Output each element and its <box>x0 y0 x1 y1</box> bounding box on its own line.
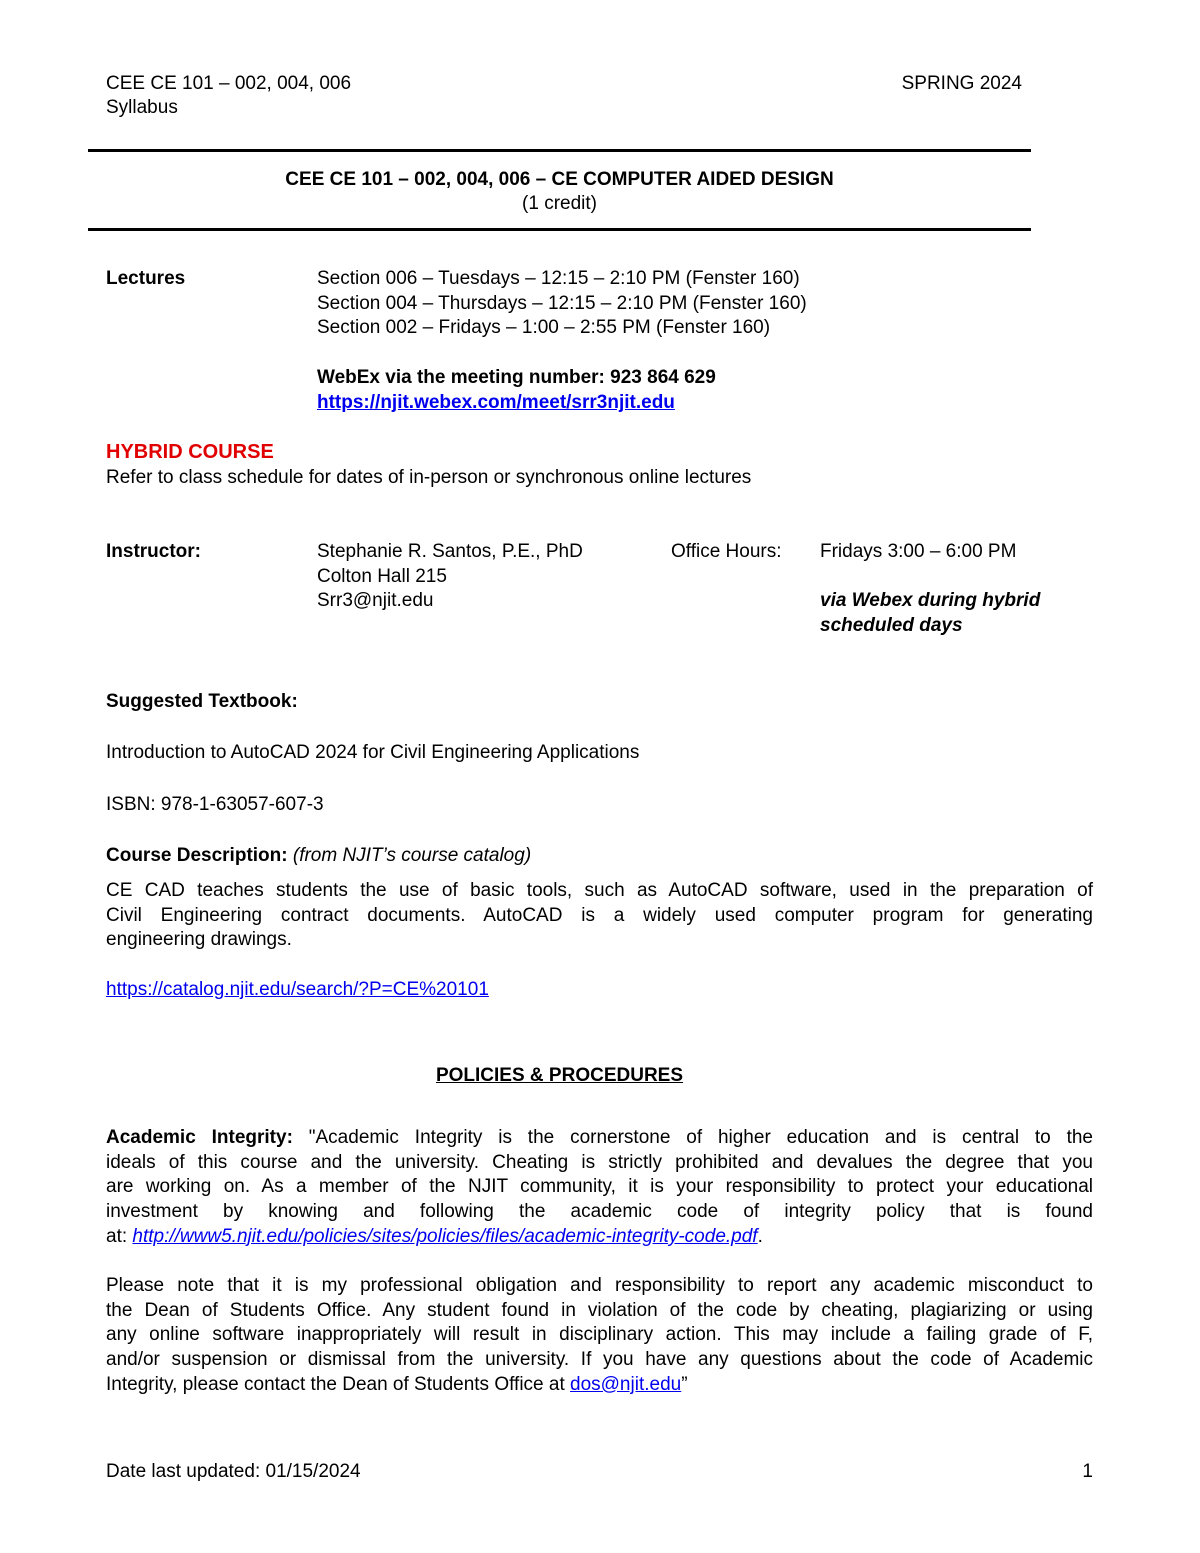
policies-heading: POLICIES & PROCEDURES <box>435 1065 684 1086</box>
term-header: SPRING 2024 <box>901 73 1022 94</box>
instructor-office: Colton Hall 215 <box>317 566 447 587</box>
instructor-label: Instructor: <box>106 541 201 562</box>
academic-integrity-label: Academic Integrity: <box>106 1127 293 1148</box>
misconduct-line: the Dean of Students Office. Any student found in violation of the code by cheating, plagiarizing or using <box>106 1299 1093 1321</box>
title-bottom-rule <box>88 228 1031 231</box>
dos-email-link[interactable]: dos@njit.edu <box>570 1373 682 1395</box>
course-credits: (1 credit) <box>522 193 597 214</box>
page-number: 1 <box>1082 1461 1093 1482</box>
date-last-updated: Date last updated: 01/15/2024 <box>106 1461 361 1482</box>
lecture-section: Section 004 – Thursdays – 12:15 – 2:10 PM (Fenster 160) <box>317 292 807 314</box>
course-description-source: (from NJIT’s course catalog) <box>292 845 532 866</box>
integrity-policy-link[interactable]: http://www5.njit.edu/policies/sites/policies/files/academic-integrity-code.pdf <box>132 1225 758 1247</box>
textbook-isbn: ISBN: 978-1-63057-607-3 <box>106 794 324 815</box>
misconduct-paragraph <box>106 1274 1093 1398</box>
office-hours-note: via Webex during hybrid <box>820 590 1041 611</box>
integrity-text: "Academic Integrity is the cornerstone of higher education and is central to the <box>308 1127 1093 1148</box>
integrity-line: are working on. As a member of the NJIT community, it is your responsibility to protect your educational <box>106 1176 1093 1198</box>
integrity-at: at: <box>106 1225 133 1247</box>
course-title: CEE CE 101 – 002, 004, 006 – CE COMPUTER AIDED DESIGN <box>285 169 834 190</box>
misconduct-line: any online software inappropriately will result in disciplinary action. This may include a failing grade of F, <box>106 1324 1093 1346</box>
course-description-text <box>106 879 1093 953</box>
academic-integrity-paragraph <box>106 1126 1093 1250</box>
lecture-sections <box>317 267 807 341</box>
title-top-rule <box>88 149 1031 152</box>
lecture-section: Section 006 – Tuesdays – 12:15 – 2:10 PM (Fenster 160) <box>317 268 800 289</box>
course-code-header: CEE CE 101 – 002, 004, 006 <box>106 73 352 94</box>
catalog-link[interactable]: https://catalog.njit.edu/search/?P=CE%20101 <box>106 979 489 1000</box>
doc-type-header: Syllabus <box>106 97 178 118</box>
textbook-label: Suggested Textbook: <box>106 691 298 712</box>
office-hours-label: Office Hours: <box>671 541 782 562</box>
misconduct-close-quote: ” <box>681 1373 688 1395</box>
webex-meeting-number: WebEx via the meeting number: 923 864 629 <box>317 367 716 388</box>
office-hours: Fridays 3:00 – 6:00 PM <box>820 541 1017 562</box>
instructor-email: Srr3@njit.edu <box>317 590 434 611</box>
instructor-name: Stephanie R. Santos, P.E., PhD <box>317 541 583 562</box>
course-description-label: Course Description: <box>106 845 288 866</box>
integrity-end: . <box>757 1225 763 1247</box>
hybrid-course-heading: HYBRID COURSE <box>106 441 274 463</box>
webex-link[interactable]: https://njit.webex.com/meet/srr3njit.edu <box>317 392 675 413</box>
hybrid-course-note: Refer to class schedule for dates of in-person or synchronous online lectures <box>106 467 752 488</box>
misconduct-line: and/or suspension or dismissal from the university. If you have any questions about the code of Academic <box>106 1349 1093 1371</box>
course-description-heading <box>106 844 531 869</box>
integrity-line: investment by knowing and following the academic code of integrity policy that is found <box>106 1201 1093 1223</box>
misconduct-line <box>106 1373 1093 1398</box>
lecture-section: Section 002 – Fridays – 1:00 – 2:55 PM (Fenster 160) <box>317 317 771 338</box>
course-description-line: CE CAD teaches students the use of basic tools, such as AutoCAD software, used in the preparation of <box>106 880 1093 901</box>
integrity-line <box>106 1126 1093 1151</box>
misconduct-last-text: Integrity, please contact the Dean of Students Office at <box>106 1373 571 1395</box>
course-description-line: engineering drawings. <box>106 929 292 951</box>
integrity-line <box>106 1225 1093 1250</box>
lectures-label: Lectures <box>106 268 186 289</box>
textbook-title: Introduction to AutoCAD 2024 for Civil Engineering Applications <box>106 742 640 763</box>
course-description-line: Civil Engineering contract documents. AutoCAD is a widely used computer program for generating <box>106 904 1093 926</box>
misconduct-line: Please note that it is my professional obligation and responsibility to report any academic misconduct to <box>106 1275 1093 1296</box>
office-hours-note: scheduled days <box>820 615 963 636</box>
integrity-line: ideals of this course and the university. Cheating is strictly prohibited and devalues the degree that you <box>106 1151 1093 1173</box>
